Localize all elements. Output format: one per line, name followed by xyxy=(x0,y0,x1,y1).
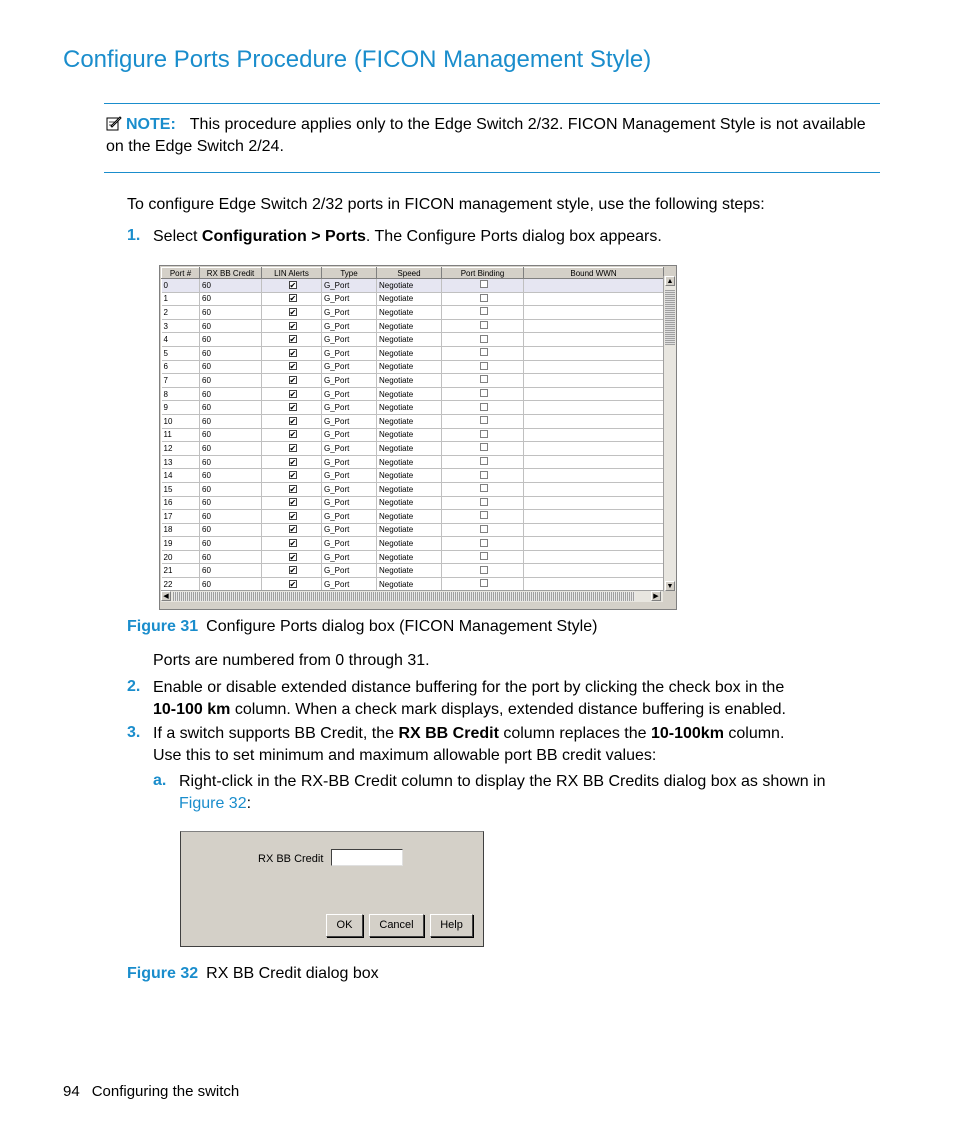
type-cell[interactable]: G_Port xyxy=(322,387,377,401)
lin-alerts-checkbox-cell xyxy=(262,564,322,578)
type-cell[interactable]: G_Port xyxy=(322,374,377,388)
figure-32-caption xyxy=(127,965,379,983)
bound-wwn-cell[interactable] xyxy=(524,564,664,578)
lin-alerts-checkbox-cell xyxy=(262,550,322,564)
speed-cell[interactable]: Negotiate xyxy=(377,496,442,510)
port-binding-checkbox-cell xyxy=(442,306,524,320)
lin-alerts-checkbox-cell xyxy=(262,401,322,415)
lin-alerts-checkbox[interactable]: ✔ xyxy=(289,525,297,535)
step-3-number: 3. xyxy=(127,724,141,741)
type-cell[interactable]: G_Port xyxy=(322,360,377,374)
lin-alerts-checkbox[interactable]: ✔ xyxy=(289,280,297,290)
rx-bb-credit-cell[interactable]: 60 xyxy=(200,387,262,401)
lin-alerts-checkbox[interactable]: ✔ xyxy=(289,484,297,494)
type-cell[interactable]: G_Port xyxy=(322,292,377,306)
port-binding-checkbox-cell xyxy=(442,469,524,483)
port-number-cell[interactable]: 2 xyxy=(162,306,200,320)
table-row[interactable] xyxy=(162,333,664,347)
rx-bb-credit-cell[interactable]: 60 xyxy=(200,306,262,320)
lin-alerts-checkbox-cell xyxy=(262,496,322,510)
note-label: NOTE: xyxy=(126,116,176,133)
note-pencil-icon xyxy=(106,115,122,131)
speed-cell[interactable]: Negotiate xyxy=(377,523,442,537)
column-header-port-binding[interactable]: Port Binding xyxy=(442,268,524,279)
scroll-down-icon[interactable]: ▼ xyxy=(666,583,674,590)
lin-alerts-checkbox-cell xyxy=(262,374,322,388)
lin-alerts-checkbox-cell xyxy=(262,428,322,442)
footer-section: Configuring the switch xyxy=(91,1083,240,1100)
bound-wwn-cell[interactable] xyxy=(524,401,664,415)
rx-bb-credit-cell[interactable]: 60 xyxy=(200,401,262,415)
port-binding-checkbox-cell xyxy=(442,523,524,537)
port-binding-checkbox[interactable] xyxy=(480,375,488,383)
port-binding-checkbox-cell xyxy=(442,455,524,469)
speed-cell[interactable]: Negotiate xyxy=(377,319,442,333)
type-cell[interactable]: G_Port xyxy=(322,578,377,592)
table-row[interactable] xyxy=(162,306,664,320)
rx-bb-credit-cell[interactable]: 60 xyxy=(200,319,262,333)
lin-alerts-checkbox-cell xyxy=(262,537,322,551)
rx-bb-credit-cell[interactable]: 60 xyxy=(200,496,262,510)
type-cell[interactable]: G_Port xyxy=(322,482,377,496)
table-row[interactable] xyxy=(162,455,664,469)
lin-alerts-checkbox[interactable]: ✔ xyxy=(289,335,297,345)
note-bottom-rule xyxy=(104,172,880,173)
speed-cell[interactable]: Negotiate xyxy=(377,333,442,347)
rx-bb-credit-label: RX BB Credit xyxy=(258,853,324,865)
port-binding-checkbox[interactable] xyxy=(480,579,488,587)
speed-cell[interactable]: Negotiate xyxy=(377,292,442,306)
figure-31-caption xyxy=(127,618,597,636)
figure-32-link[interactable]: Figure 32 xyxy=(179,795,247,812)
ports-table xyxy=(161,267,664,592)
port-binding-checkbox[interactable] xyxy=(480,280,488,288)
lin-alerts-checkbox-cell xyxy=(262,387,322,401)
configure-ports-screenshot xyxy=(159,265,677,610)
rx-bb-credit-cell[interactable]: 60 xyxy=(200,537,262,551)
port-number-cell[interactable]: 9 xyxy=(162,401,200,415)
port-number-cell[interactable]: 18 xyxy=(162,523,200,537)
table-row[interactable] xyxy=(162,537,664,551)
table-row[interactable] xyxy=(162,510,664,524)
rx-bb-credit-cell[interactable]: 60 xyxy=(200,292,262,306)
port-number-cell[interactable]: 17 xyxy=(162,510,200,524)
rx-bb-credit-cell[interactable]: 60 xyxy=(200,469,262,483)
column-header-type[interactable]: Type xyxy=(322,268,377,279)
intro-text: To configure Edge Switch 2/32 ports in FICON management style, use the following steps: xyxy=(127,196,765,213)
lin-alerts-checkbox-cell xyxy=(262,306,322,320)
bound-wwn-cell[interactable] xyxy=(524,496,664,510)
lin-alerts-checkbox-cell xyxy=(262,319,322,333)
column-header-bound-wwn[interactable]: Bound WWN xyxy=(524,268,664,279)
port-number-cell[interactable]: 8 xyxy=(162,387,200,401)
port-number-cell[interactable]: 3 xyxy=(162,319,200,333)
type-cell[interactable]: G_Port xyxy=(322,279,377,293)
lin-alerts-checkbox[interactable]: ✔ xyxy=(289,416,297,426)
rx-bb-credit-cell[interactable]: 60 xyxy=(200,333,262,347)
rx-bb-credit-cell[interactable]: 60 xyxy=(200,455,262,469)
bound-wwn-cell[interactable] xyxy=(524,482,664,496)
step-3a-letter: a. xyxy=(153,772,167,789)
type-cell[interactable]: G_Port xyxy=(322,455,377,469)
lin-alerts-checkbox[interactable]: ✔ xyxy=(289,443,297,453)
lin-alerts-checkbox[interactable]: ✔ xyxy=(289,566,297,576)
step-3a-line1: Right-click in the RX-BB Credit column to display the RX BB Credits dialog box as shown in xyxy=(179,773,826,790)
step-1-number: 1. xyxy=(127,227,141,244)
column-header-speed[interactable]: Speed xyxy=(377,268,442,279)
type-cell[interactable]: G_Port xyxy=(322,442,377,456)
lin-alerts-checkbox[interactable]: ✔ xyxy=(289,457,297,467)
port-number-cell[interactable]: 13 xyxy=(162,455,200,469)
bound-wwn-cell[interactable] xyxy=(524,319,664,333)
figure-32-label: Figure 32 xyxy=(127,965,199,982)
bound-wwn-cell[interactable] xyxy=(524,333,664,347)
port-binding-checkbox-cell xyxy=(442,279,524,293)
speed-cell[interactable]: Negotiate xyxy=(377,442,442,456)
port-number-cell[interactable]: 22 xyxy=(162,578,200,592)
speed-cell[interactable]: Negotiate xyxy=(377,306,442,320)
bound-wwn-cell[interactable] xyxy=(524,428,664,442)
dialog-bottom-edge xyxy=(160,603,677,610)
table-row[interactable] xyxy=(162,482,664,496)
lin-alerts-checkbox-cell xyxy=(262,414,322,428)
type-cell[interactable]: G_Port xyxy=(322,510,377,524)
step-1-pre: Select xyxy=(153,228,202,245)
bound-wwn-cell[interactable] xyxy=(524,455,664,469)
speed-cell[interactable]: Negotiate xyxy=(377,387,442,401)
port-binding-checkbox[interactable] xyxy=(480,539,488,547)
scroll-left-icon[interactable]: ◀ xyxy=(161,591,171,601)
lin-alerts-checkbox[interactable]: ✔ xyxy=(289,389,297,399)
step-2-line1: Enable or disable extended distance buffering for the port by clicking the check box in the xyxy=(153,679,785,696)
table-row[interactable] xyxy=(162,496,664,510)
lin-alerts-checkbox-cell xyxy=(262,523,322,537)
type-cell[interactable]: G_Port xyxy=(322,469,377,483)
speed-cell[interactable]: Negotiate xyxy=(377,428,442,442)
port-binding-checkbox[interactable] xyxy=(480,321,488,329)
lin-alerts-checkbox-cell xyxy=(262,279,322,293)
type-cell[interactable]: G_Port xyxy=(322,346,377,360)
port-binding-checkbox[interactable] xyxy=(480,389,488,397)
table-row[interactable] xyxy=(162,387,664,401)
speed-cell[interactable]: Negotiate xyxy=(377,537,442,551)
type-cell[interactable]: G_Port xyxy=(322,401,377,415)
type-cell[interactable]: G_Port xyxy=(322,306,377,320)
lin-alerts-checkbox[interactable]: ✔ xyxy=(289,348,297,358)
speed-cell[interactable]: Negotiate xyxy=(377,578,442,592)
table-row[interactable] xyxy=(162,414,664,428)
rx-bb-credit-cell[interactable]: 60 xyxy=(200,482,262,496)
lin-alerts-checkbox[interactable]: ✔ xyxy=(289,511,297,521)
step-2-text xyxy=(153,677,883,721)
note-box xyxy=(106,114,876,158)
lin-alerts-checkbox[interactable]: ✔ xyxy=(289,539,297,549)
lin-alerts-checkbox[interactable]: ✔ xyxy=(289,498,297,508)
type-cell[interactable]: G_Port xyxy=(322,537,377,551)
step-3-post: column. xyxy=(723,725,785,742)
note-top-rule xyxy=(104,103,880,104)
type-cell[interactable]: G_Port xyxy=(322,496,377,510)
lin-alerts-checkbox[interactable]: ✔ xyxy=(289,362,297,372)
step-2-number: 2. xyxy=(127,678,141,695)
step-2-bold: 10-100 km xyxy=(153,701,231,718)
port-binding-checkbox-cell xyxy=(442,496,524,510)
lin-alerts-checkbox[interactable]: ✔ xyxy=(289,321,297,331)
port-binding-checkbox[interactable] xyxy=(480,552,488,560)
rx-bb-credit-cell[interactable]: 60 xyxy=(200,428,262,442)
bound-wwn-cell[interactable] xyxy=(524,292,664,306)
speed-cell[interactable]: Negotiate xyxy=(377,360,442,374)
table-row[interactable] xyxy=(162,279,664,293)
table-row[interactable] xyxy=(162,469,664,483)
port-binding-checkbox-cell xyxy=(442,374,524,388)
ok-button[interactable]: OK xyxy=(326,914,363,937)
rx-bb-credit-cell[interactable]: 60 xyxy=(200,279,262,293)
rx-bb-credit-cell[interactable]: 60 xyxy=(200,442,262,456)
port-binding-checkbox[interactable] xyxy=(480,335,488,343)
figure-31-label: Figure 31 xyxy=(127,618,199,635)
lin-alerts-checkbox-cell xyxy=(262,292,322,306)
page-number: 94 xyxy=(63,1083,80,1100)
port-binding-checkbox[interactable] xyxy=(480,294,488,302)
table-row[interactable] xyxy=(162,442,664,456)
port-number-cell[interactable]: 4 xyxy=(162,333,200,347)
port-number-cell[interactable]: 12 xyxy=(162,442,200,456)
port-binding-checkbox-cell xyxy=(442,333,524,347)
port-binding-checkbox[interactable] xyxy=(480,484,488,492)
port-number-cell[interactable]: 15 xyxy=(162,482,200,496)
type-cell[interactable]: G_Port xyxy=(322,523,377,537)
port-number-cell[interactable]: 20 xyxy=(162,550,200,564)
note-text: This procedure applies only to the Edge Switch 2/32. FICON Management Style is not available on the Edge Switch 2/24. xyxy=(106,116,866,155)
port-binding-checkbox-cell xyxy=(442,401,524,415)
port-binding-checkbox-cell xyxy=(442,482,524,496)
table-row[interactable] xyxy=(162,523,664,537)
ports-numbered-text: Ports are numbered from 0 through 31. xyxy=(153,652,430,669)
port-binding-checkbox[interactable] xyxy=(480,443,488,451)
port-number-cell[interactable]: 6 xyxy=(162,360,200,374)
rx-bb-credit-input[interactable] xyxy=(331,849,403,866)
rx-bb-credit-cell[interactable]: 60 xyxy=(200,578,262,592)
table-row[interactable] xyxy=(162,401,664,415)
help-button[interactable]: Help xyxy=(430,914,473,937)
rx-bb-credit-cell[interactable]: 60 xyxy=(200,550,262,564)
port-binding-checkbox-cell xyxy=(442,360,524,374)
lin-alerts-checkbox-cell xyxy=(262,482,322,496)
vertical-scroll-thumb[interactable] xyxy=(665,290,675,345)
speed-cell[interactable]: Negotiate xyxy=(377,510,442,524)
table-row[interactable] xyxy=(162,292,664,306)
port-binding-checkbox[interactable] xyxy=(480,348,488,356)
lin-alerts-checkbox[interactable]: ✔ xyxy=(289,579,297,589)
step-1-text xyxy=(153,226,662,248)
port-binding-checkbox[interactable] xyxy=(480,362,488,370)
step-3-text xyxy=(153,723,883,767)
table-row[interactable] xyxy=(162,319,664,333)
port-number-cell[interactable]: 5 xyxy=(162,346,200,360)
bound-wwn-cell[interactable] xyxy=(524,374,664,388)
table-row[interactable] xyxy=(162,564,664,578)
port-number-cell[interactable]: 19 xyxy=(162,537,200,551)
port-binding-checkbox-cell xyxy=(442,510,524,524)
page-title: Configure Ports Procedure (FICON Management Style) xyxy=(63,46,652,73)
lin-alerts-checkbox[interactable]: ✔ xyxy=(289,430,297,440)
port-binding-checkbox[interactable] xyxy=(480,307,488,315)
rx-bb-credit-cell[interactable]: 60 xyxy=(200,510,262,524)
table-row[interactable] xyxy=(162,346,664,360)
type-cell[interactable]: G_Port xyxy=(322,564,377,578)
speed-cell[interactable]: Negotiate xyxy=(377,482,442,496)
bound-wwn-cell[interactable] xyxy=(524,387,664,401)
horizontal-scrollbar[interactable] xyxy=(161,590,663,602)
bound-wwn-cell[interactable] xyxy=(524,510,664,524)
step-1-bold: Configuration > Ports xyxy=(201,228,366,245)
speed-cell[interactable]: Negotiate xyxy=(377,346,442,360)
port-binding-checkbox[interactable] xyxy=(480,525,488,533)
rx-bb-credit-dialog xyxy=(180,831,484,947)
port-number-cell[interactable]: 7 xyxy=(162,374,200,388)
port-binding-checkbox-cell xyxy=(442,537,524,551)
bound-wwn-cell[interactable] xyxy=(524,442,664,456)
port-number-cell[interactable]: 10 xyxy=(162,414,200,428)
lin-alerts-checkbox-cell xyxy=(262,442,322,456)
scroll-up-icon[interactable]: ▲ xyxy=(666,278,674,285)
lin-alerts-checkbox[interactable]: ✔ xyxy=(289,375,297,385)
vertical-scrollbar[interactable] xyxy=(663,276,676,591)
figure-31-caption-text: Configure Ports dialog box (FICON Management Style) xyxy=(206,618,598,635)
step-3-bold1: RX BB Credit xyxy=(398,725,499,742)
lin-alerts-checkbox-cell xyxy=(262,510,322,524)
port-number-cell[interactable]: 14 xyxy=(162,469,200,483)
column-header-rx-bb-credit[interactable]: RX BB Credit xyxy=(200,268,262,279)
step-3-mid: column replaces the xyxy=(498,725,651,742)
scroll-right-icon[interactable]: ▶ xyxy=(651,591,661,601)
port-number-cell[interactable]: 16 xyxy=(162,496,200,510)
speed-cell[interactable]: Negotiate xyxy=(377,455,442,469)
port-number-cell[interactable]: 11 xyxy=(162,428,200,442)
port-binding-checkbox[interactable] xyxy=(480,511,488,519)
port-binding-checkbox-cell xyxy=(442,442,524,456)
step-3-bold2: 10-100km xyxy=(650,725,724,742)
table-row[interactable] xyxy=(162,360,664,374)
lin-alerts-checkbox[interactable]: ✔ xyxy=(289,294,297,304)
bound-wwn-cell[interactable] xyxy=(524,469,664,483)
lin-alerts-checkbox-cell xyxy=(262,455,322,469)
port-binding-checkbox[interactable] xyxy=(480,566,488,574)
table-row[interactable] xyxy=(162,374,664,388)
bound-wwn-cell[interactable] xyxy=(524,414,664,428)
lin-alerts-checkbox[interactable]: ✔ xyxy=(289,552,297,562)
lin-alerts-checkbox-cell xyxy=(262,346,322,360)
speed-cell[interactable]: Negotiate xyxy=(377,401,442,415)
lin-alerts-checkbox[interactable]: ✔ xyxy=(289,403,297,413)
bound-wwn-cell[interactable] xyxy=(524,550,664,564)
bound-wwn-cell[interactable] xyxy=(524,346,664,360)
cancel-button[interactable]: Cancel xyxy=(369,914,424,937)
port-binding-checkbox-cell xyxy=(442,292,524,306)
port-binding-checkbox[interactable] xyxy=(480,430,488,438)
port-binding-checkbox-cell xyxy=(442,550,524,564)
port-binding-checkbox[interactable] xyxy=(480,457,488,465)
table-row[interactable] xyxy=(162,428,664,442)
port-number-cell[interactable]: 1 xyxy=(162,292,200,306)
speed-cell[interactable]: Negotiate xyxy=(377,279,442,293)
bound-wwn-cell[interactable] xyxy=(524,279,664,293)
rx-bb-credit-cell[interactable]: 60 xyxy=(200,346,262,360)
bound-wwn-cell[interactable] xyxy=(524,523,664,537)
lin-alerts-checkbox-cell xyxy=(262,333,322,347)
type-cell[interactable]: G_Port xyxy=(322,414,377,428)
step-3a-text xyxy=(179,771,879,815)
port-binding-checkbox[interactable] xyxy=(480,416,488,424)
step-1-post: . The Configure Ports dialog box appears. xyxy=(365,228,662,245)
step-3-line2: Use this to set minimum and maximum allowable port BB credit values: xyxy=(153,747,657,764)
port-number-cell[interactable]: 21 xyxy=(162,564,200,578)
port-binding-checkbox-cell xyxy=(442,564,524,578)
horizontal-scroll-thumb[interactable] xyxy=(173,592,635,601)
type-cell[interactable]: G_Port xyxy=(322,428,377,442)
rx-bb-credit-cell[interactable]: 60 xyxy=(200,414,262,428)
figure-32-caption-text: RX BB Credit dialog box xyxy=(206,965,379,982)
column-header-lin-alerts[interactable]: LIN Alerts xyxy=(262,268,322,279)
lin-alerts-checkbox-cell xyxy=(262,360,322,374)
lin-alerts-checkbox[interactable]: ✔ xyxy=(289,307,297,317)
type-cell[interactable]: G_Port xyxy=(322,333,377,347)
column-header-port-number[interactable]: Port # xyxy=(162,268,200,279)
port-binding-checkbox[interactable] xyxy=(480,403,488,411)
page-footer xyxy=(63,1083,239,1100)
step-2-line2: column. When a check mark displays, extended distance buffering is enabled. xyxy=(230,701,786,718)
step-3-pre: If a switch supports BB Credit, the xyxy=(153,725,399,742)
port-number-cell[interactable]: 0 xyxy=(162,279,200,293)
table-row[interactable] xyxy=(162,550,664,564)
speed-cell[interactable]: Negotiate xyxy=(377,374,442,388)
rx-bb-credit-cell[interactable]: 60 xyxy=(200,564,262,578)
lin-alerts-checkbox-cell xyxy=(262,469,322,483)
bound-wwn-cell[interactable] xyxy=(524,360,664,374)
lin-alerts-checkbox[interactable]: ✔ xyxy=(289,471,297,481)
port-binding-checkbox[interactable] xyxy=(480,498,488,506)
step-3a-post: : xyxy=(246,795,252,812)
bound-wwn-cell[interactable] xyxy=(524,537,664,551)
port-binding-checkbox-cell xyxy=(442,346,524,360)
rx-bb-credit-cell[interactable]: 60 xyxy=(200,360,262,374)
rx-bb-credit-cell[interactable]: 60 xyxy=(200,374,262,388)
bound-wwn-cell[interactable] xyxy=(524,306,664,320)
speed-cell[interactable]: Negotiate xyxy=(377,550,442,564)
port-binding-checkbox-cell xyxy=(442,414,524,428)
port-binding-checkbox[interactable] xyxy=(480,471,488,479)
port-binding-checkbox-cell xyxy=(442,428,524,442)
rx-bb-credit-cell[interactable]: 60 xyxy=(200,523,262,537)
port-binding-checkbox-cell xyxy=(442,319,524,333)
port-binding-checkbox-cell xyxy=(442,387,524,401)
type-cell[interactable]: G_Port xyxy=(322,550,377,564)
speed-cell[interactable]: Negotiate xyxy=(377,564,442,578)
speed-cell[interactable]: Negotiate xyxy=(377,414,442,428)
speed-cell[interactable]: Negotiate xyxy=(377,469,442,483)
type-cell[interactable]: G_Port xyxy=(322,319,377,333)
